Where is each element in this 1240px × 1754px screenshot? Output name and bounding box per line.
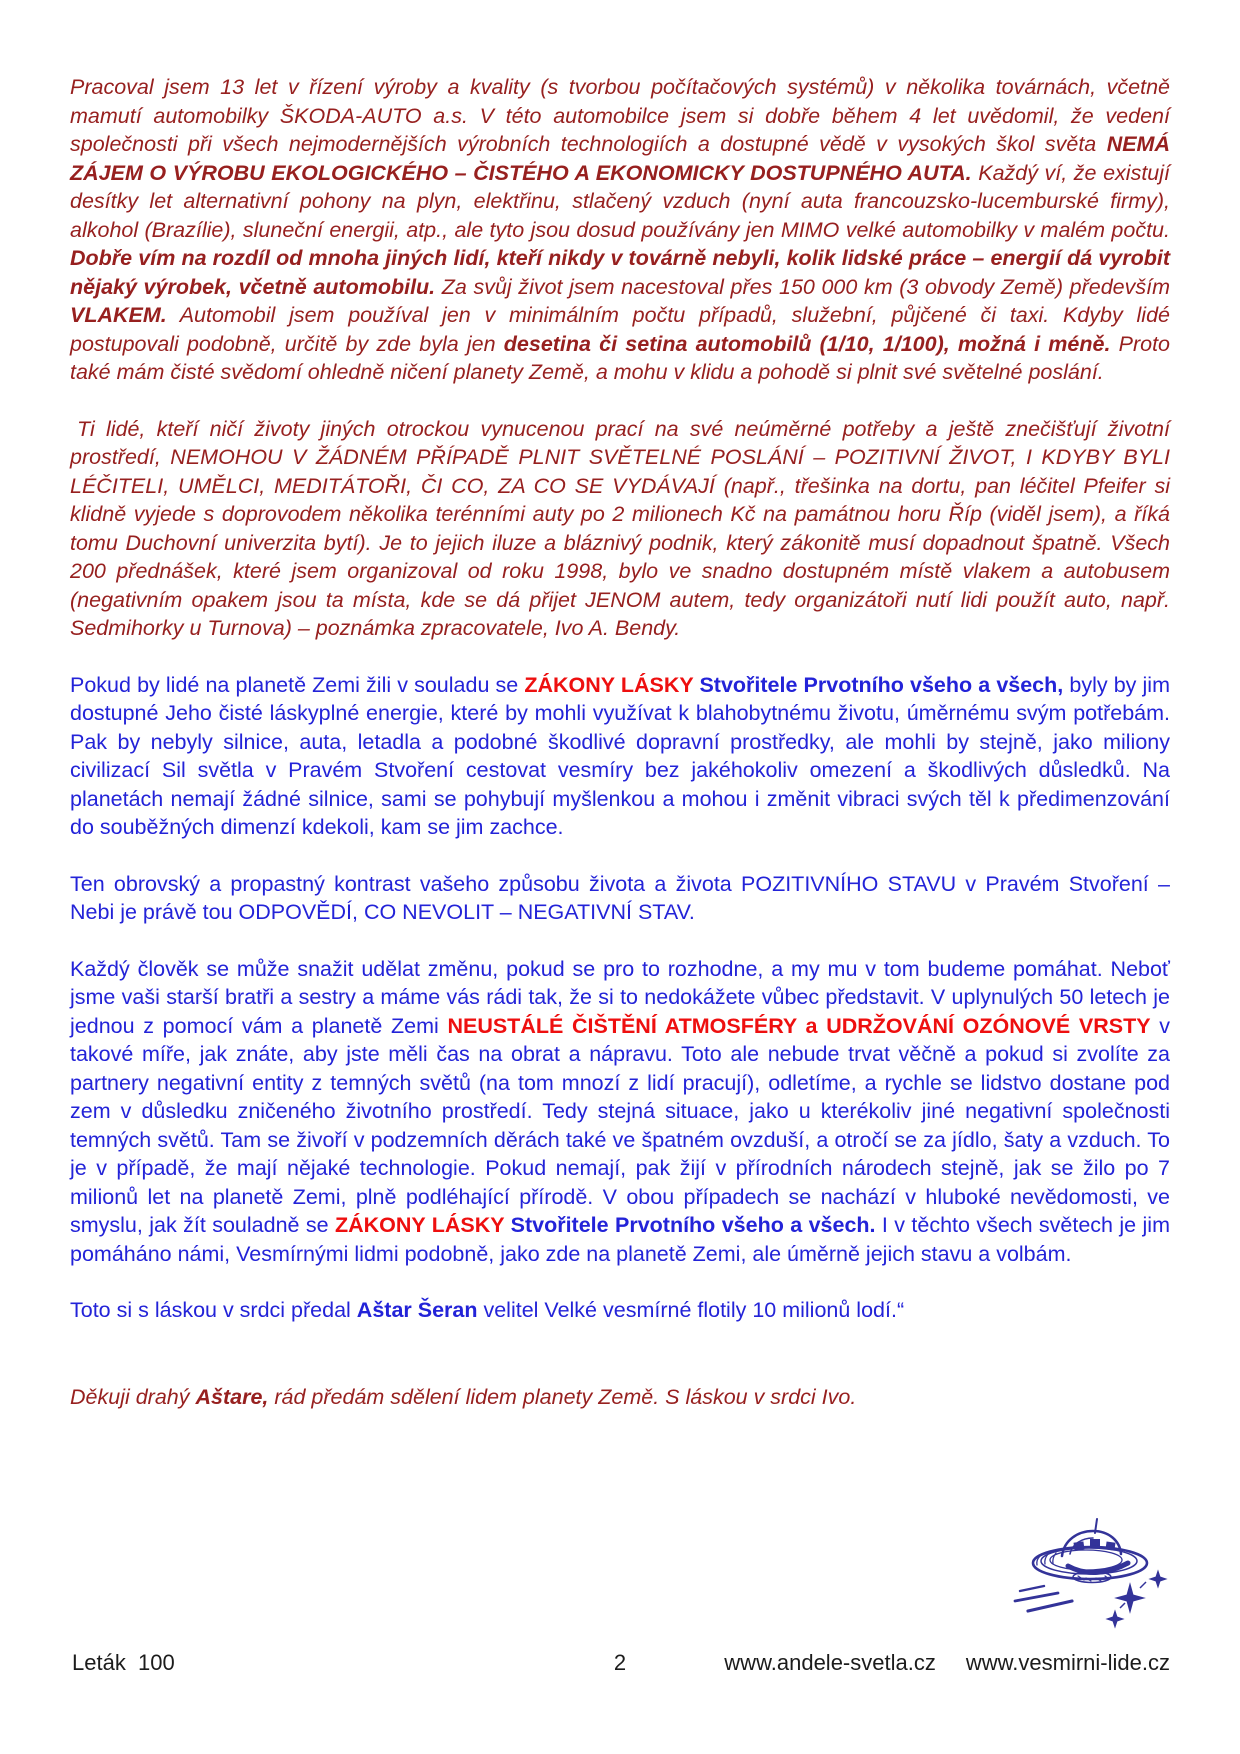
text-run: v takové míře, jak znáte, aby jste měli čas na obrat a nápravu. Toto ale nebude trvat věčně a pokud si zvolíte za partnery negativní entity z temných světů (na tom mnozí z lidí pracují), odletíme, a rychle se lidstvo dostane pod zem v důsledku zničeného životního prostředí. Tedy stejná situace, jako u kterékoliv jiné negativní společnosti temných světů. Tam se živoří v podzemních děrách také ve špatném ovzduší, a otročí se za jídlo, šaty a vzduch. To je v případě, že mají nějaké technologie. Pokud nemají, pak žijí v přírodních národech stejně, jak se žilo po 7 milionů let na planetě Zemi, plně podléhající přírodě. V obou případech se nachází v hluboké nevědomosti, ve smyslu, jak žít souladně se — [70, 1013, 1170, 1237]
text-run: Za svůj život jsem nacestoval přes 150 000 km (3 obvody Země) především — [435, 274, 1170, 299]
text-run: Každý ví, že existují desítky let alternativní pohony na plyn, elektřinu, stlačený vzduch (nyní auta francouzsko-lucemburské firmy), alkohol (Brazílie), sluneční energii, atp., ale tyto jsou dosud používány jen MIMO velké automobilky v malém počtu. — [70, 160, 1170, 242]
text-run: Ti lidé, kteří ničí životy jiných otrockou vynucenou prací na své neúměrné potřeby a ještě znečišťují životní prostředí, NEMOHOU V ŽÁDNÉM PŘÍPADĚ PLNIT SVĚTELNÉ POSLÁNÍ – POZITIVNÍ ŽIVOT, I KDYBY BYLI LÉČITELI, UMĚLCI, MEDITÁTOŘI, ČI CO, ZA CO SE VYDÁVAJÍ (např., třešinka na dortu, pan léčitel Pfeifer si klidně vyjede s doprovodem několika terénními auty po 2 milionech Kč na památnou horu Říp (viděl jsem), a říká tomu Duchovní univerzita bytí). Je to jejich iluze a bláznivý podnik, který zákonitě musí dopadnout špatně. Všech 200 přednášek, které jsem organizoval od roku 1998, bylo ve snadno dostupném místě vlakem a autobusem (negativním opakem jsou ta místa, kde se dá přijet JENOM autem, tedy organizátoři nutí lidi použít auto, např. Sedmihorky u Turnova) – poznámka zpracovatele, Ivo A. Bendy. — [70, 416, 1170, 640]
footer-url-vesmirni-lide: www.vesmirni-lide.cz — [965, 1650, 1170, 1675]
text-run: Automobil jsem používal jen v minimálním počtu případů, služební, půjčené či taxi. Kdyby lidé postupovali podobně, určitě by zde byla jen — [70, 303, 1170, 356]
ufo-illustration — [1012, 1516, 1172, 1631]
paragraph-change-and-help — [70, 955, 1170, 1269]
footer-links — [724, 1650, 1170, 1676]
paragraph-polluters — [70, 415, 1170, 643]
document-body — [70, 73, 1170, 1439]
text-run: byly by jim dostupné Jeho čisté láskyplné energie, které by mohli využívat k blahobytnému životu, úměrnému svým potřebám. Pak by nebyly silnice, auta, letadla a podobné škodlivé dopravní prostředky, ale mohli by stejně, jako miliony civilizací Sil světla v Pravém Stvoření cestovat vesmíry bez jakéhokoliv omezení a škodlivých důsledků. Na planetách nemají žádné silnice, sami se pohybují myšlenkou a mohou i změnit vibraci svých těl k předimenzování do souběžných dimenzí kdekoli, kam se jim zachce. — [70, 672, 1170, 839]
text-run: Každý člověk se může snažit udělat změnu, pokud se pro to rozhodne, a my mu v tom budeme pomáhat. Neboť jsme vaši starší bratři a sestry a máme vás rádi tak, že si to nedokážete vůbec představit. V uplynulých 50 letech je jednou z pomocí vám a planetě Zemi — [70, 956, 1170, 1038]
paragraph-work-experience — [70, 73, 1170, 387]
paragraph-laws-of-love — [70, 671, 1170, 842]
text-run: Proto také mám čisté svědomí ohledně ničení planety Země, a mohu v klidu a pohodě si plnit své světelné poslání. — [70, 331, 1171, 384]
text-run: Pokud by lidé na planetě Zemi žili v souladu se — [70, 672, 525, 697]
text-run: Toto si s láskou v srdci předal — [70, 1298, 357, 1322]
text-run: rád předám sdělení lidem planety Země. S láskou v srdci Ivo. — [268, 1384, 857, 1409]
text-run: desetina či setina automobilů (1/10, 1/100), možná i méně. — [503, 331, 1111, 356]
motion-line — [1028, 1601, 1072, 1611]
text-run: ZÁKONY LÁSKY — [524, 672, 694, 697]
text-run: Ten obrovský a propastný kontrast vašeho způsobu života a života POZITIVNÍHO STAVU v Pravém Stvoření – Nebi je právě tou ODPOVĚDÍ, CO NEVOLIT – NEGATIVNÍ STAV. — [70, 871, 1170, 924]
text-run: NEUSTÁLÉ ČIŠTĚNÍ ATMOSFÉRY a UDRŽOVÁNÍ OZÓNOVÉ VRSTY — [447, 1013, 1151, 1038]
text-run: Dobře vím na rozdíl od mnoha jiných lidí, kteří nikdy v továrně nebyli, kolik lidské práce – energií dá vyrobit nějaký výrobek, včetně automobilu. — [70, 246, 1170, 299]
stars-icon — [1107, 1571, 1166, 1627]
text-run: Stvořitele Prvotního všeho a všech. — [504, 1213, 876, 1237]
paragraph-contrast — [70, 870, 1170, 927]
text-run: Pracoval jsem 13 let v řízení výroby a kvality (s tvorbou počítačových systémů) v několika továrnách, včetně mamutí automobilky ŠKODA-AUTO a.s. V této automobilce jsem si dobře během 4 let uvědomil, že vedení společnosti při všech nejmodernějších výrobních technologiích a dostupné vědě v vysokých škol světa — [70, 75, 1170, 156]
leaflet-number-label: Leták 100 — [72, 1650, 175, 1675]
footer-url-andele-svetla: www.andele-svetla.cz — [724, 1650, 936, 1675]
text-run: NEMÁ ZÁJEM O VÝROBU EKOLOGICKÉHO – ČISTÉHO A EKONOMICKY DOSTUPNÉHO AUTA. — [70, 132, 1170, 185]
paragraph-ashtar-message — [70, 1296, 1170, 1325]
motion-line — [1015, 1593, 1058, 1601]
text-run: Stvořitele Prvotního všeho a všech, — [693, 672, 1064, 697]
motion-line — [1020, 1586, 1044, 1591]
text-run: Děkuji drahý — [70, 1384, 196, 1409]
text-run: Aštar Šeran — [356, 1298, 478, 1322]
text-run: ZÁKONY LÁSKY — [334, 1213, 505, 1237]
text-run: Aštare, — [195, 1384, 269, 1409]
page-number: 2 — [613, 1650, 627, 1675]
text-run: I v těchto všech světech je jim pomáháno námi, Vesmírnými lidmi podobně, jako zde na planetě Zemi, ale úměrně jejich stavu a volbám. — [70, 1213, 1170, 1266]
paragraph-thanks — [70, 1383, 1170, 1412]
text-run: VLAKEM. — [70, 303, 167, 327]
text-run: velitel Velké vesmírné flotily 10 milionů lodí.“ — [477, 1298, 905, 1322]
